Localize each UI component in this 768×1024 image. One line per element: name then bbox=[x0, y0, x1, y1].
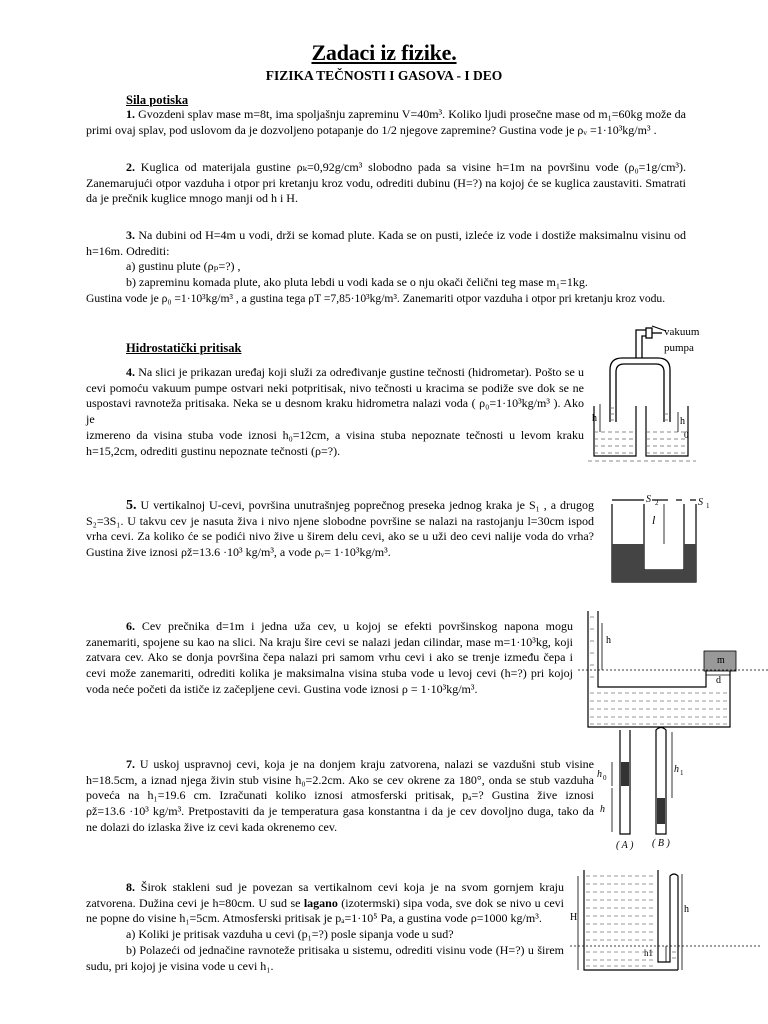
figure-vessel-tube bbox=[570, 866, 768, 984]
figure-narrow-tube bbox=[590, 726, 710, 852]
problem-number: 8. bbox=[126, 880, 135, 894]
label-s1-subscript: 1 bbox=[706, 502, 710, 510]
problem-number: 4. bbox=[126, 365, 135, 379]
label-vakuum: vakuum bbox=[664, 326, 700, 338]
label-a: ( A ) bbox=[616, 840, 634, 851]
figure-hydrometer bbox=[588, 322, 748, 467]
problem-6: 6. Cev prečnika d=1m i jedna uža cev, u kojoj se efekti površinskog napona mogu zanemariti, spojene su kao na slici. Na kraju šire cevi se nalazi jedan cilindar, mase m=1·10³kg, koji zatvara cev. Ako se donja površina čepa nalazi pri samom vrhu cevi i ako se trenje između čepa i cevi može zanemariti, odrediti kolika je maksimalna visina stuba vode u levoj cevi (h=?) pri kojoj voda neće početi da ističe iz začepljene cevi. Gustina vode iznosi ρ = 1·10³kg/m³. bbox=[86, 619, 573, 696]
figure-plugged-tube bbox=[578, 607, 768, 737]
page-title: Zadaci iz fizike. bbox=[311, 40, 457, 65]
label-d: d bbox=[716, 675, 721, 686]
problem-5: 5. U vertikalnoj U-cevi, površina unutrašnjeg poprečnog preseka jednog kraka je S₁ , a drugog S₂=3S₁. U takvu cev je nasuta živa i nivo njene slobodne površine se nalazi na rastojanju l=30cm ispod vrha cevi. Za koliko će se podići nivo žive u širem delu cevi, ako se u uži deo cevi nalije voda do vrha? Gustina žive iznosi ρž=13.6 ·10³ kg/m³, a vode ρᵥ= 1·10³kg/m³. bbox=[86, 498, 594, 560]
label-h0-subscript: 0 bbox=[684, 430, 689, 440]
problem-number: 2. bbox=[126, 160, 135, 174]
problem-2: 2. Kuglica od materijala gustine ρₖ=0,92g/cm³ slobodno pada sa visine h=1m na površinu vode (ρ₀=1g/cm³). Zanemarujući otpor vazduha i otpor pri kretanju kroz vodu, odrediti dubinu (H=?) na kojoj će se kuglica zaustaviti. Smatrati da je prečnik kuglice mnogo manji od h i H. bbox=[86, 160, 686, 206]
label-pumpa: pumpa bbox=[664, 342, 694, 354]
problem-number: 1. bbox=[126, 107, 135, 121]
problem-3: 3. Na dubini od H=4m u vodi, drži se komad plute. Kada se on pusti, izleće iz vode i dostiže maksimalnu visinu od h=16m. Odrediti: a) gustinu plute (ρₚ=?) , b) zapreminu komada plute, ako pluta lebdi u vodi kada se o nju okači čelični teg mase m₁=1kg. Gustina vode je ρ₀ =1·10³kg/m³ , a gustina tega ρT =7,85·10³kg/m³. Zanemariti otpor vazduha i otpor pri kretanju kroz vodu. bbox=[86, 228, 687, 305]
label-h0-subscript: 0 bbox=[603, 774, 607, 782]
label-h: h bbox=[600, 804, 605, 815]
problem-1: 1. Gvozdeni splav mase m=8t, ima spoljašnju zapreminu V=40m³. Koliko ljudi prosečne mase od m₁=60kg može da primi ovaj splav, pod uslovom da je dozvoljeno potapanje do 1/2 njegove zapremine? Gustina vode je ρᵥ =1·10³kg/m³ . bbox=[86, 107, 686, 137]
label-m: m bbox=[717, 655, 725, 666]
problem-number: 3. bbox=[126, 228, 135, 242]
problem-8: 8. Širok stakleni sud je povezan sa vertikalnom cevi koja je na svom gornjem kraju zatvorena. Dužina cevi je h=80cm. U sud se lagano (izotermski) sipa voda, sve dok se nivo u cevi ne popne do visine h₁=5cm. Atmosferski pritisak je pₐ=1·10⁵ Pa, a gustina vode ρ=1000 kg/m³. a) Koliki je pritisak vazduha u cevi (p₁=?) posle sipanja vode u sud? b) Polazeći od jednačine ravnoteže pritisaka u sistemu, odrediti visinu vode (H=?) u širem sudu, pri kojoj je visina vode u cevi h₁. bbox=[86, 880, 564, 973]
emphasis-lagano: lagano bbox=[303, 895, 338, 910]
label-h1: h1 bbox=[644, 948, 653, 958]
label-h: h bbox=[606, 635, 611, 646]
problem-7: 7. U uskoj uspravnoj cevi, koja je na donjem kraju zatvorena, nalazi se vazdušni stub visine h=18.5cm, a iznad njega živin stub visine h₀=2.2cm. Ako se cev okrene za 180°, onda se stub vazduha poveća na h₁=19.6 cm. Izračunati koliko iznosi atmosferski pritisak, pₐ=? Gustina žive iznosi ρž=13.6 ·10³ kg/m³. Pretpostaviti da je temperatura gasa konstantna i da je cev dovoljno duga, tako da ne dolazi do izlaska žive iz cevi kada okrenemo cev. bbox=[86, 757, 594, 834]
page-subtitle: FIZIKA TEČNOSTI I GASOVA - I DEO bbox=[265, 68, 503, 83]
label-s2: S bbox=[646, 494, 651, 505]
label-h0: h bbox=[680, 416, 685, 427]
section-heading-hydrostatic: Hidrostatički pritisak bbox=[126, 341, 242, 355]
figure-u-tube bbox=[608, 490, 718, 590]
section-heading-buoyancy: Sila potiska bbox=[126, 93, 189, 107]
label-h: h bbox=[592, 413, 597, 424]
problem-number: 5. bbox=[126, 498, 137, 513]
label-h0: h bbox=[597, 769, 602, 780]
label-H: H bbox=[570, 912, 578, 923]
label-s1: S bbox=[698, 497, 703, 508]
problem-4: 4. Na slici je prikazan uređaj koji služi za određivanje gustine tečnosti (hidrometar). Pošto se u cevi pomoću vakuum pumpe ostvari neki potpritisak, nivo tečnosti u kracima se podiže sve dok se ne uspostavi ravnoteža pritisaka. Neka se u desnom kraku hidrometra nalazi voda ( ρ₀=1·10³kg/m³ ). Ako je izmereno da visina stuba vode iznosi h₀=12cm, a visina stuba nepoznate tečnosti u levom kraku h=15,2cm, odrediti gustinu nepoznate tečnosti (ρ=?). bbox=[86, 365, 585, 458]
problem-number: 6. bbox=[126, 619, 135, 633]
label-h: h bbox=[684, 904, 689, 915]
label-h1: h bbox=[674, 764, 679, 775]
problem-number: 7. bbox=[126, 757, 135, 771]
label-h1-subscript: 1 bbox=[680, 769, 684, 777]
label-s2-subscript: 2 bbox=[655, 499, 659, 507]
label-b: ( B ) bbox=[652, 838, 670, 849]
label-l: l bbox=[652, 513, 656, 527]
